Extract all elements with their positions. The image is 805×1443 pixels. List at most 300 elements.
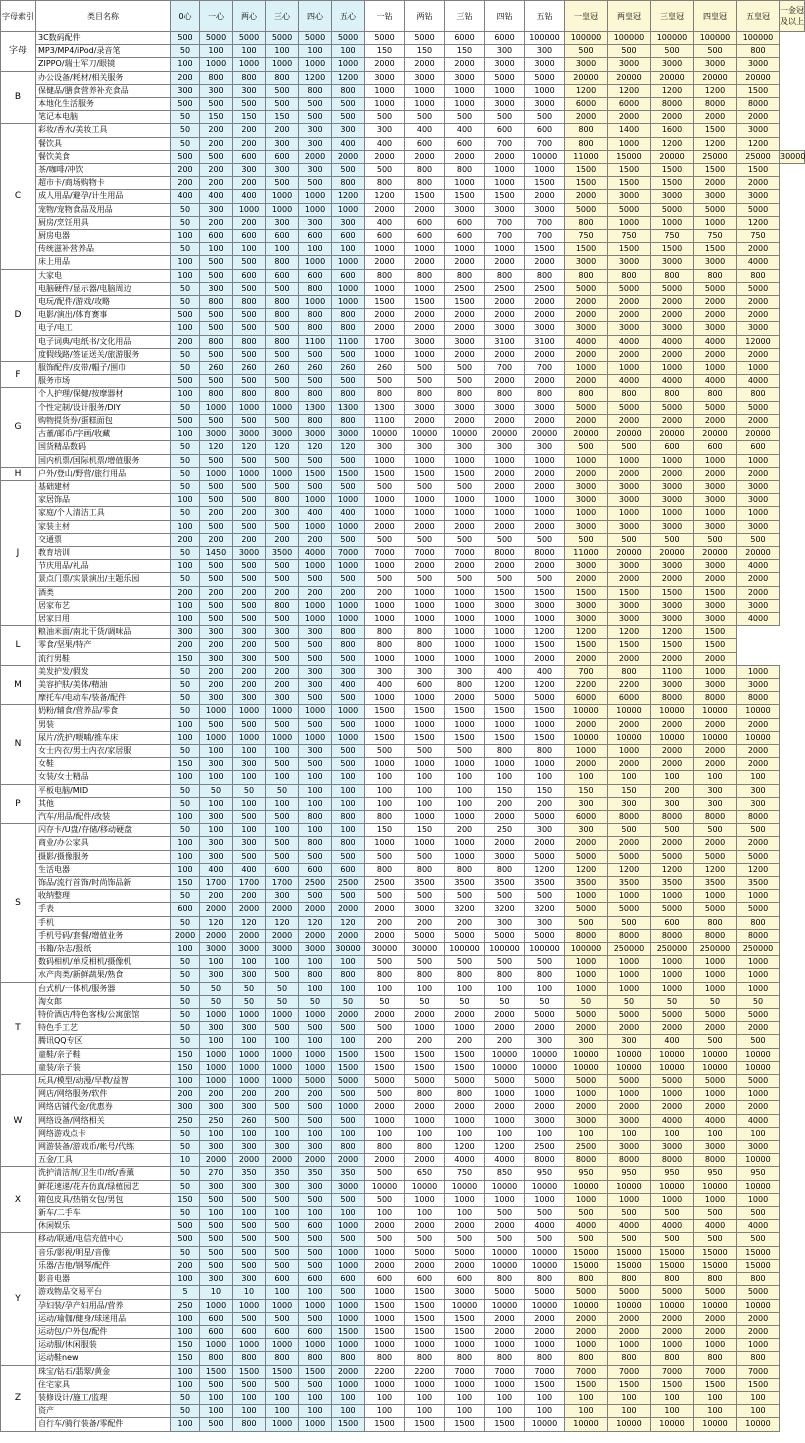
deposit-value-cell: 1000: [266, 1339, 299, 1352]
deposit-value-cell: 8000: [608, 929, 651, 942]
letter-index-cell: L: [1, 626, 36, 666]
deposit-value-cell: 200: [445, 824, 485, 837]
deposit-value-cell: 100: [405, 1391, 445, 1404]
deposit-value-cell: 100: [299, 1207, 332, 1220]
deposit-value-cell: 100: [608, 1127, 651, 1140]
deposit-value-cell: 5000: [525, 1009, 565, 1022]
deposit-value-cell: 1500: [565, 639, 608, 652]
deposit-value-cell: 100: [171, 612, 200, 625]
deposit-value-cell: 100000: [525, 943, 565, 956]
deposit-value-cell: 200: [651, 784, 694, 797]
table-row: [1, 1101, 805, 1114]
deposit-value-cell: 1200: [737, 216, 780, 229]
category-name-cell: 玩具/模型/动漫/早教/益智: [36, 1075, 171, 1088]
deposit-value-cell: 500: [365, 890, 405, 903]
deposit-value-cell: 2000: [365, 1259, 405, 1272]
deposit-value-cell: 4000: [485, 1154, 525, 1167]
category-name-cell: 个人护理/保健/按摩器材: [36, 388, 171, 401]
deposit-value-cell: 2000: [485, 1009, 525, 1022]
deposit-value-cell: 10000: [525, 1299, 565, 1312]
deposit-value-cell: 1000: [737, 982, 780, 995]
deposit-value-cell: 1000: [405, 494, 445, 507]
deposit-value-cell: 950: [737, 1167, 780, 1180]
deposit-value-cell: 500: [233, 454, 266, 467]
deposit-value-cell: 500: [233, 348, 266, 361]
deposit-value-cell: 150: [608, 784, 651, 797]
table-row: [1, 982, 805, 995]
deposit-value-cell: 1500: [525, 586, 565, 599]
category-name-cell: 交通票: [36, 533, 171, 546]
deposit-value-cell: 500: [266, 1220, 299, 1233]
table-row: [1, 150, 805, 163]
letter-index-cell: D: [1, 269, 36, 361]
deposit-value-cell: 3000: [608, 1141, 651, 1154]
deposit-value-cell: 400: [445, 124, 485, 137]
deposit-value-cell: 5000: [332, 1075, 365, 1088]
deposit-value-cell: 1000: [365, 348, 405, 361]
deposit-value-cell: 500: [233, 560, 266, 573]
deposit-value-cell: 1000: [233, 1075, 266, 1088]
deposit-value-cell: 300: [608, 797, 651, 810]
deposit-value-cell: 1000: [445, 810, 485, 823]
deposit-value-cell: 500: [233, 1246, 266, 1259]
deposit-value-cell: 260: [332, 362, 365, 375]
deposit-value-cell: 8000: [651, 1154, 694, 1167]
deposit-value-cell: 8000: [608, 1154, 651, 1167]
deposit-value-cell: 500: [365, 480, 405, 493]
deposit-value-cell: 500: [200, 718, 233, 731]
deposit-value-cell: 600: [299, 1220, 332, 1233]
deposit-value-cell: 50: [171, 401, 200, 414]
deposit-value-cell: 4000: [737, 1114, 780, 1127]
deposit-value-cell: 1500: [651, 243, 694, 256]
deposit-value-cell: 500: [332, 758, 365, 771]
deposit-value-cell: 1000: [485, 507, 525, 520]
deposit-value-cell: 100: [233, 45, 266, 58]
deposit-value-cell: 2000: [608, 718, 651, 731]
deposit-value-cell: 500: [200, 309, 233, 322]
deposit-value-cell: 2200: [405, 1365, 445, 1378]
deposit-value-cell: 10000: [565, 731, 608, 744]
deposit-value-cell: 1500: [405, 1286, 445, 1299]
deposit-value-cell: 2000: [694, 744, 737, 757]
deposit-value-cell: 7000: [565, 1365, 608, 1378]
deposit-value-cell: 20000: [651, 428, 694, 441]
deposit-value-cell: 1000: [405, 98, 445, 111]
deposit-value-cell: 800: [365, 269, 405, 282]
deposit-value-cell: 2500: [445, 282, 485, 295]
deposit-value-cell: 5000: [525, 810, 565, 823]
deposit-value-cell: 50: [200, 995, 233, 1008]
deposit-value-cell: 1000: [737, 507, 780, 520]
deposit-value-cell: 1500: [233, 1365, 266, 1378]
deposit-value-cell: 4000: [608, 1220, 651, 1233]
table-row: [1, 58, 805, 71]
deposit-value-cell: 2000: [445, 309, 485, 322]
deposit-value-cell: 4000: [525, 1220, 565, 1233]
deposit-value-cell: 3000: [565, 494, 608, 507]
category-name-cell: 厨房电器: [36, 230, 171, 243]
deposit-value-cell: 100: [266, 1405, 299, 1418]
category-name-cell: 国货精品数码: [36, 441, 171, 454]
deposit-value-cell: 1000: [485, 652, 525, 665]
deposit-value-cell: 100: [233, 771, 266, 784]
deposit-value-cell: 500: [365, 1233, 405, 1246]
deposit-value-cell: 50: [171, 1180, 200, 1193]
deposit-value-cell: 2000: [485, 1101, 525, 1114]
deposit-value-cell: 1500: [365, 1418, 405, 1431]
deposit-value-cell: 5000: [651, 203, 694, 216]
deposit-value-cell: 500: [266, 810, 299, 823]
deposit-value-cell: 2000: [525, 296, 565, 309]
deposit-value-cell: 1000: [233, 401, 266, 414]
deposit-value-cell: 2000: [266, 903, 299, 916]
category-name-cell: 茶/咖啡/冲饮: [36, 164, 171, 177]
deposit-value-cell: 250: [485, 824, 525, 837]
deposit-value-cell: 1000: [525, 1339, 565, 1352]
deposit-value-cell: 2000: [565, 414, 608, 427]
deposit-value-cell: 700: [485, 230, 525, 243]
deposit-value-cell: 3000: [332, 1180, 365, 1193]
table-row: [1, 1061, 805, 1074]
deposit-value-cell: 7000: [737, 1365, 780, 1378]
deposit-value-cell: 50: [171, 1207, 200, 1220]
deposit-value-cell: 1500: [608, 177, 651, 190]
deposit-value-cell: 50: [171, 969, 200, 982]
deposit-value-cell: 1200: [445, 1141, 485, 1154]
deposit-value-cell: 500: [332, 348, 365, 361]
deposit-value-cell: 3000: [651, 520, 694, 533]
deposit-value-cell: 1000: [200, 1048, 233, 1061]
deposit-value-cell: 500: [299, 652, 332, 665]
deposit-value-cell: 1000: [299, 1048, 332, 1061]
deposit-value-cell: 800: [299, 282, 332, 295]
deposit-value-cell: 800: [299, 309, 332, 322]
deposit-value-cell: 500: [525, 111, 565, 124]
deposit-value-cell: 8000: [525, 546, 565, 559]
deposit-value-cell: 3000: [485, 850, 525, 863]
deposit-value-cell: 800: [405, 626, 445, 639]
deposit-value-cell: 800: [266, 388, 299, 401]
deposit-value-cell: 800: [365, 1141, 405, 1154]
deposit-value-cell: 3000: [737, 190, 780, 203]
category-name-cell: 笔记本电脑: [36, 111, 171, 124]
deposit-value-cell: 1000: [737, 1193, 780, 1206]
deposit-value-cell: 3000: [525, 599, 565, 612]
deposit-value-cell: 5000: [737, 1286, 780, 1299]
deposit-value-cell: 100: [200, 771, 233, 784]
deposit-value-cell: 2000: [694, 1101, 737, 1114]
deposit-value-cell: 100: [233, 744, 266, 757]
deposit-value-cell: 5000: [694, 903, 737, 916]
deposit-value-cell: 100: [737, 1391, 780, 1404]
deposit-value-cell: 300: [332, 124, 365, 137]
deposit-value-cell: 500: [445, 362, 485, 375]
category-name-cell: 居家布艺: [36, 599, 171, 612]
letter-index-cell: W: [1, 1075, 36, 1167]
deposit-value-cell: 800: [233, 388, 266, 401]
deposit-value-cell: 1500: [445, 1312, 485, 1325]
deposit-value-cell: 100: [365, 1207, 405, 1220]
deposit-value-cell: 3500: [266, 546, 299, 559]
deposit-value-cell: 3000: [445, 335, 485, 348]
category-name-cell: 基础建材: [36, 480, 171, 493]
category-name-cell: 女装/女士精品: [36, 771, 171, 784]
deposit-value-cell: 950: [608, 1167, 651, 1180]
deposit-value-cell: 2000: [737, 1325, 780, 1338]
deposit-value-cell: 200: [200, 177, 233, 190]
deposit-value-cell: 15000: [694, 1259, 737, 1272]
deposit-value-cell: 120: [200, 916, 233, 929]
deposit-value-cell: 20000: [651, 71, 694, 84]
deposit-value-cell: 50: [171, 784, 200, 797]
deposit-value-cell: 4000: [299, 546, 332, 559]
deposit-value-cell: 2000: [405, 414, 445, 427]
deposit-value-cell: 1500: [445, 1048, 485, 1061]
deposit-value-cell: 800: [266, 309, 299, 322]
deposit-value-cell: 600: [200, 1325, 233, 1338]
deposit-value-cell: 1000: [405, 599, 445, 612]
category-name-cell: 台式机/一体机/服务器: [36, 982, 171, 995]
deposit-value-cell: 10000: [737, 1418, 780, 1431]
table-row: [1, 692, 805, 705]
deposit-value-cell: 50: [171, 243, 200, 256]
table-row: [1, 243, 805, 256]
deposit-value-cell: 5000: [405, 32, 445, 45]
deposit-value-cell: 500: [266, 573, 299, 586]
deposit-value-cell: 600: [332, 230, 365, 243]
deposit-value-cell: 1000: [608, 362, 651, 375]
deposit-value-cell: 500: [266, 837, 299, 850]
category-name-cell: 运动服/休闲服装: [36, 1339, 171, 1352]
deposit-value-cell: 800: [332, 322, 365, 335]
deposit-value-cell: 1000: [233, 731, 266, 744]
deposit-value-cell: 1600: [651, 124, 694, 137]
deposit-value-cell: 4000: [737, 612, 780, 625]
deposit-value-cell: 7000: [694, 1365, 737, 1378]
deposit-value-cell: 3000: [608, 494, 651, 507]
deposit-value-cell: 300: [525, 441, 565, 454]
deposit-value-cell: 3000: [608, 520, 651, 533]
deposit-value-cell: 15000: [651, 1246, 694, 1259]
deposit-value-cell: 3000: [737, 520, 780, 533]
deposit-value-cell: 1000: [565, 969, 608, 982]
deposit-value-cell: 100: [233, 1207, 266, 1220]
deposit-value-cell: 3000: [737, 1141, 780, 1154]
deposit-value-cell: 250: [171, 1114, 200, 1127]
deposit-value-cell: 1000: [299, 296, 332, 309]
deposit-value-cell: 200: [266, 665, 299, 678]
deposit-value-cell: 1000: [266, 58, 299, 71]
deposit-value-cell: 2000: [565, 111, 608, 124]
deposit-value-cell: 100: [200, 1127, 233, 1140]
deposit-value-cell: 2000: [365, 322, 405, 335]
deposit-value-cell: 10000: [405, 428, 445, 441]
deposit-value-cell: 700: [525, 230, 565, 243]
deposit-value-cell: 1000: [445, 243, 485, 256]
deposit-value-cell: 50: [171, 678, 200, 691]
deposit-value-cell: 350: [266, 1167, 299, 1180]
deposit-value-cell: 1000: [485, 84, 525, 97]
deposit-value-cell: 1500: [332, 1048, 365, 1061]
deposit-value-cell: 1000: [405, 1378, 445, 1391]
deposit-value-cell: 500: [299, 1259, 332, 1272]
deposit-value-cell: 1000: [266, 190, 299, 203]
deposit-value-cell: 100: [332, 45, 365, 58]
deposit-value-cell: 5000: [737, 850, 780, 863]
deposit-value-cell: 200: [200, 639, 233, 652]
deposit-value-cell: 500: [299, 111, 332, 124]
deposit-value-cell: 400: [365, 216, 405, 229]
deposit-value-cell: 1000: [525, 507, 565, 520]
deposit-value-cell: 1200: [485, 1141, 525, 1154]
deposit-value-cell: 500: [233, 718, 266, 731]
deposit-value-cell: 800: [565, 137, 608, 150]
deposit-value-cell: 50: [405, 995, 445, 1008]
deposit-value-cell: 300: [200, 969, 233, 982]
deposit-value-cell: 10000: [525, 1259, 565, 1272]
deposit-value-cell: 500: [694, 1207, 737, 1220]
deposit-value-cell: 2000: [233, 903, 266, 916]
deposit-value-cell: 1000: [651, 1088, 694, 1101]
deposit-value-cell: 300: [299, 124, 332, 137]
deposit-value-cell: 500: [365, 375, 405, 388]
deposit-value-cell: 500: [737, 1207, 780, 1220]
deposit-value-cell: 1700: [365, 335, 405, 348]
category-name-cell: 女鞋: [36, 758, 171, 771]
deposit-value-cell: 500: [608, 1233, 651, 1246]
deposit-value-cell: 1000: [266, 1299, 299, 1312]
deposit-value-cell: 1000: [445, 177, 485, 190]
deposit-value-cell: 1000: [332, 282, 365, 295]
deposit-value-cell: 500: [332, 1088, 365, 1101]
deposit-value-cell: 1500: [332, 1061, 365, 1074]
deposit-value-cell: 500: [233, 1259, 266, 1272]
deposit-value-cell: 10000: [565, 1180, 608, 1193]
deposit-value-cell: 1000: [365, 1286, 405, 1299]
deposit-value-cell: 1200: [651, 863, 694, 876]
deposit-value-cell: 100: [299, 982, 332, 995]
deposit-value-cell: 500: [233, 599, 266, 612]
deposit-value-cell: 100000: [565, 943, 608, 956]
deposit-value-cell: 15000: [565, 1246, 608, 1259]
deposit-value-cell: 5000: [405, 1246, 445, 1259]
deposit-value-cell: 50: [171, 282, 200, 295]
deposit-value-cell: 1000: [485, 626, 525, 639]
deposit-value-cell: 1500: [485, 190, 525, 203]
deposit-value-cell: 800: [525, 1352, 565, 1365]
deposit-value-cell: 400: [365, 678, 405, 691]
deposit-value-cell: 2000: [405, 256, 445, 269]
deposit-value-cell: 300: [694, 797, 737, 810]
deposit-value-cell: 500: [299, 692, 332, 705]
deposit-value-cell: 1000: [365, 612, 405, 625]
deposit-value-cell: 5000: [485, 1286, 525, 1299]
deposit-value-cell: 500: [332, 1022, 365, 1035]
deposit-value-cell: 1500: [332, 1418, 365, 1431]
category-name-cell: 家庭/个人清洁工具: [36, 507, 171, 520]
deposit-value-cell: 600: [299, 1325, 332, 1338]
deposit-value-cell: 800: [233, 1352, 266, 1365]
deposit-value-cell: 100: [405, 771, 445, 784]
deposit-value-cell: 200: [171, 533, 200, 546]
deposit-value-cell: 1400: [608, 124, 651, 137]
deposit-value-cell: 2000: [651, 348, 694, 361]
deposit-value-cell: 500: [485, 1207, 525, 1220]
table-row: [1, 1127, 805, 1140]
deposit-value-cell: 500: [266, 282, 299, 295]
deposit-value-cell: 500: [200, 599, 233, 612]
deposit-value-cell: 1000: [445, 652, 485, 665]
table-row: [1, 1378, 805, 1391]
deposit-value-cell: 15000: [608, 1259, 651, 1272]
deposit-value-cell: 500: [266, 560, 299, 573]
deposit-value-cell: 800: [365, 969, 405, 982]
deposit-value-cell: 200: [200, 1088, 233, 1101]
deposit-value-cell: 2000: [737, 177, 780, 190]
deposit-value-cell: 800: [332, 177, 365, 190]
deposit-value-cell: 100: [171, 1312, 200, 1325]
deposit-value-cell: 1500: [299, 1365, 332, 1378]
deposit-value-cell: 200: [485, 797, 525, 810]
deposit-value-cell: 3000: [694, 520, 737, 533]
deposit-value-cell: 100: [365, 784, 405, 797]
deposit-value-cell: 600: [233, 230, 266, 243]
deposit-value-cell: 5000: [694, 203, 737, 216]
category-name-cell: 床上用品: [36, 256, 171, 269]
deposit-value-cell: 3000: [608, 599, 651, 612]
deposit-value-cell: 2000: [565, 296, 608, 309]
deposit-value-cell: 50: [233, 784, 266, 797]
deposit-value-cell: 1000: [200, 1009, 233, 1022]
deposit-value-cell: 2000: [445, 560, 485, 573]
deposit-value-cell: 6000: [608, 692, 651, 705]
deposit-value-cell: 2500: [525, 282, 565, 295]
deposit-value-cell: 1000: [608, 956, 651, 969]
deposit-value-cell: 1000: [233, 58, 266, 71]
deposit-value-cell: 3000: [608, 480, 651, 493]
deposit-value-cell: 600: [266, 150, 299, 163]
deposit-value-cell: 2000: [651, 1101, 694, 1114]
deposit-value-cell: 100: [525, 1127, 565, 1140]
deposit-value-cell: 2000: [485, 520, 525, 533]
deposit-value-cell: 10000: [405, 1180, 445, 1193]
deposit-value-cell: 300: [200, 837, 233, 850]
deposit-value-cell: 800: [200, 296, 233, 309]
deposit-value-cell: 200: [332, 586, 365, 599]
deposit-value-cell: 2000: [737, 414, 780, 427]
deposit-value-cell: 4000: [651, 1220, 694, 1233]
deposit-value-cell: 150: [445, 45, 485, 58]
deposit-value-cell: 100: [737, 1127, 780, 1140]
deposit-value-cell: 2000: [651, 1022, 694, 1035]
deposit-value-cell: 1000: [266, 1075, 299, 1088]
category-name-cell: 居家日用: [36, 612, 171, 625]
deposit-value-cell: 800: [608, 1352, 651, 1365]
category-name-cell: 摄影/摄像服务: [36, 850, 171, 863]
deposit-value-cell: 8000: [694, 929, 737, 942]
deposit-value-cell: 1000: [266, 705, 299, 718]
deposit-value-cell: 1000: [445, 494, 485, 507]
deposit-value-cell: 800: [651, 269, 694, 282]
deposit-value-cell: 3000: [233, 546, 266, 559]
deposit-value-cell: 600: [266, 863, 299, 876]
deposit-value-cell: 50: [171, 441, 200, 454]
deposit-value-cell: 1700: [266, 877, 299, 890]
deposit-value-cell: 1000: [651, 454, 694, 467]
deposit-value-cell: 200: [266, 1088, 299, 1101]
deposit-value-cell: 3000: [266, 428, 299, 441]
